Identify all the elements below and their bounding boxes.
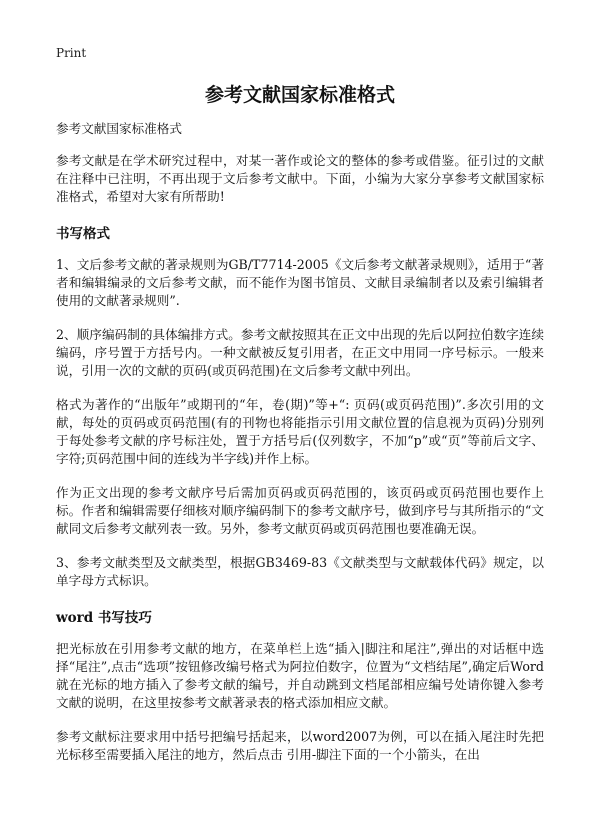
section-heading-word-tips: word 书写技巧 [56,610,152,626]
paragraph: 3、参考文献类型及文献类型，根据GB3469-83《文献类型与文献载体代码》规定，以单字母方式标识。 [56,555,544,588]
paragraph: 参考文献标注要求用中括号把编号括起来，以word2007为例，可以在插入尾注时先把光标移至需要插入尾注的地方，然后点击 引用-脚注下面的一个小箭头，在出 [56,729,544,762]
section-heading-writing-format: 书写格式 [56,226,110,242]
paragraph: 把光标放在引用参考文献的地方，在菜单栏上选“插入|脚注和尾注”,弹出的对话框中选择“尾注”,点击“选项”按钮修改编号格式为阿拉伯数字，位置为“文档结尾”,确定后Word就在光标的地方插入了参考文献的编号，并自动跳到文档尾部相应编号处请你键入参考文献的说明，在这里按参考文献著录表的格式添加相应文献。 [56,641,544,710]
paragraph: 格式为著作的“出版年”或期刊的“年，卷(期)”等+“: 页码(或页码范围)”.多次引用的文献，每处的页码或页码范围(有的刊物也将能指示引用文献位置的信息视为页码)分别列于每处参考文献的序号标注处，置于方括号后(仅列数字，不加“p”或“页”等前后文字、字符;页码范围中间的连线为半字线)并作上标。 [56,397,544,466]
print-label: Print [56,46,87,60]
document-subtitle: 参考文献国家标准格式 [56,121,182,136]
paragraph: 1、文后参考文献的著录规则为GB/T7714-2005《文后参考文献著录规则》，适用于“著者和编辑编录的文后参考文献，而不能作为图书馆员、文献目录编制者以及索引编辑者使用的文献著录规则”. [56,257,544,308]
document-title: 参考文献国家标准格式 [204,84,395,106]
paragraph: 作为正文出现的参考文献序号后需加页码或页码范围的，该页码或页码范围也要作上标。作者和编辑需要仔细核对顺序编码制下的参考文献序号，做到序号与其所指示的“文献同文后参考文献列表一致。另外，参考文献页码或页码范围也要准确无误。 [56,485,544,536]
paragraph: 2、顺序编码制的具体编排方式。参考文献按照其在正文中出现的先后以阿拉伯数字连续编码，序号置于方括号内。一种文献被反复引用者，在正文中用同一序号标示。一般来说，引用一次的文献的页码(或页码范围)在文后参考文献中列出。 [56,327,544,378]
document-body [56,120,544,780]
intro-paragraph: 参考文献是在学术研究过程中，对某一著作或论文的整体的参考或借鉴。征引过的文献在注释中已注明，不再出现于文后参考文献中。下面，小编为大家分享参考文献国家标准格式，希望对大家有所帮助! [56,153,544,204]
